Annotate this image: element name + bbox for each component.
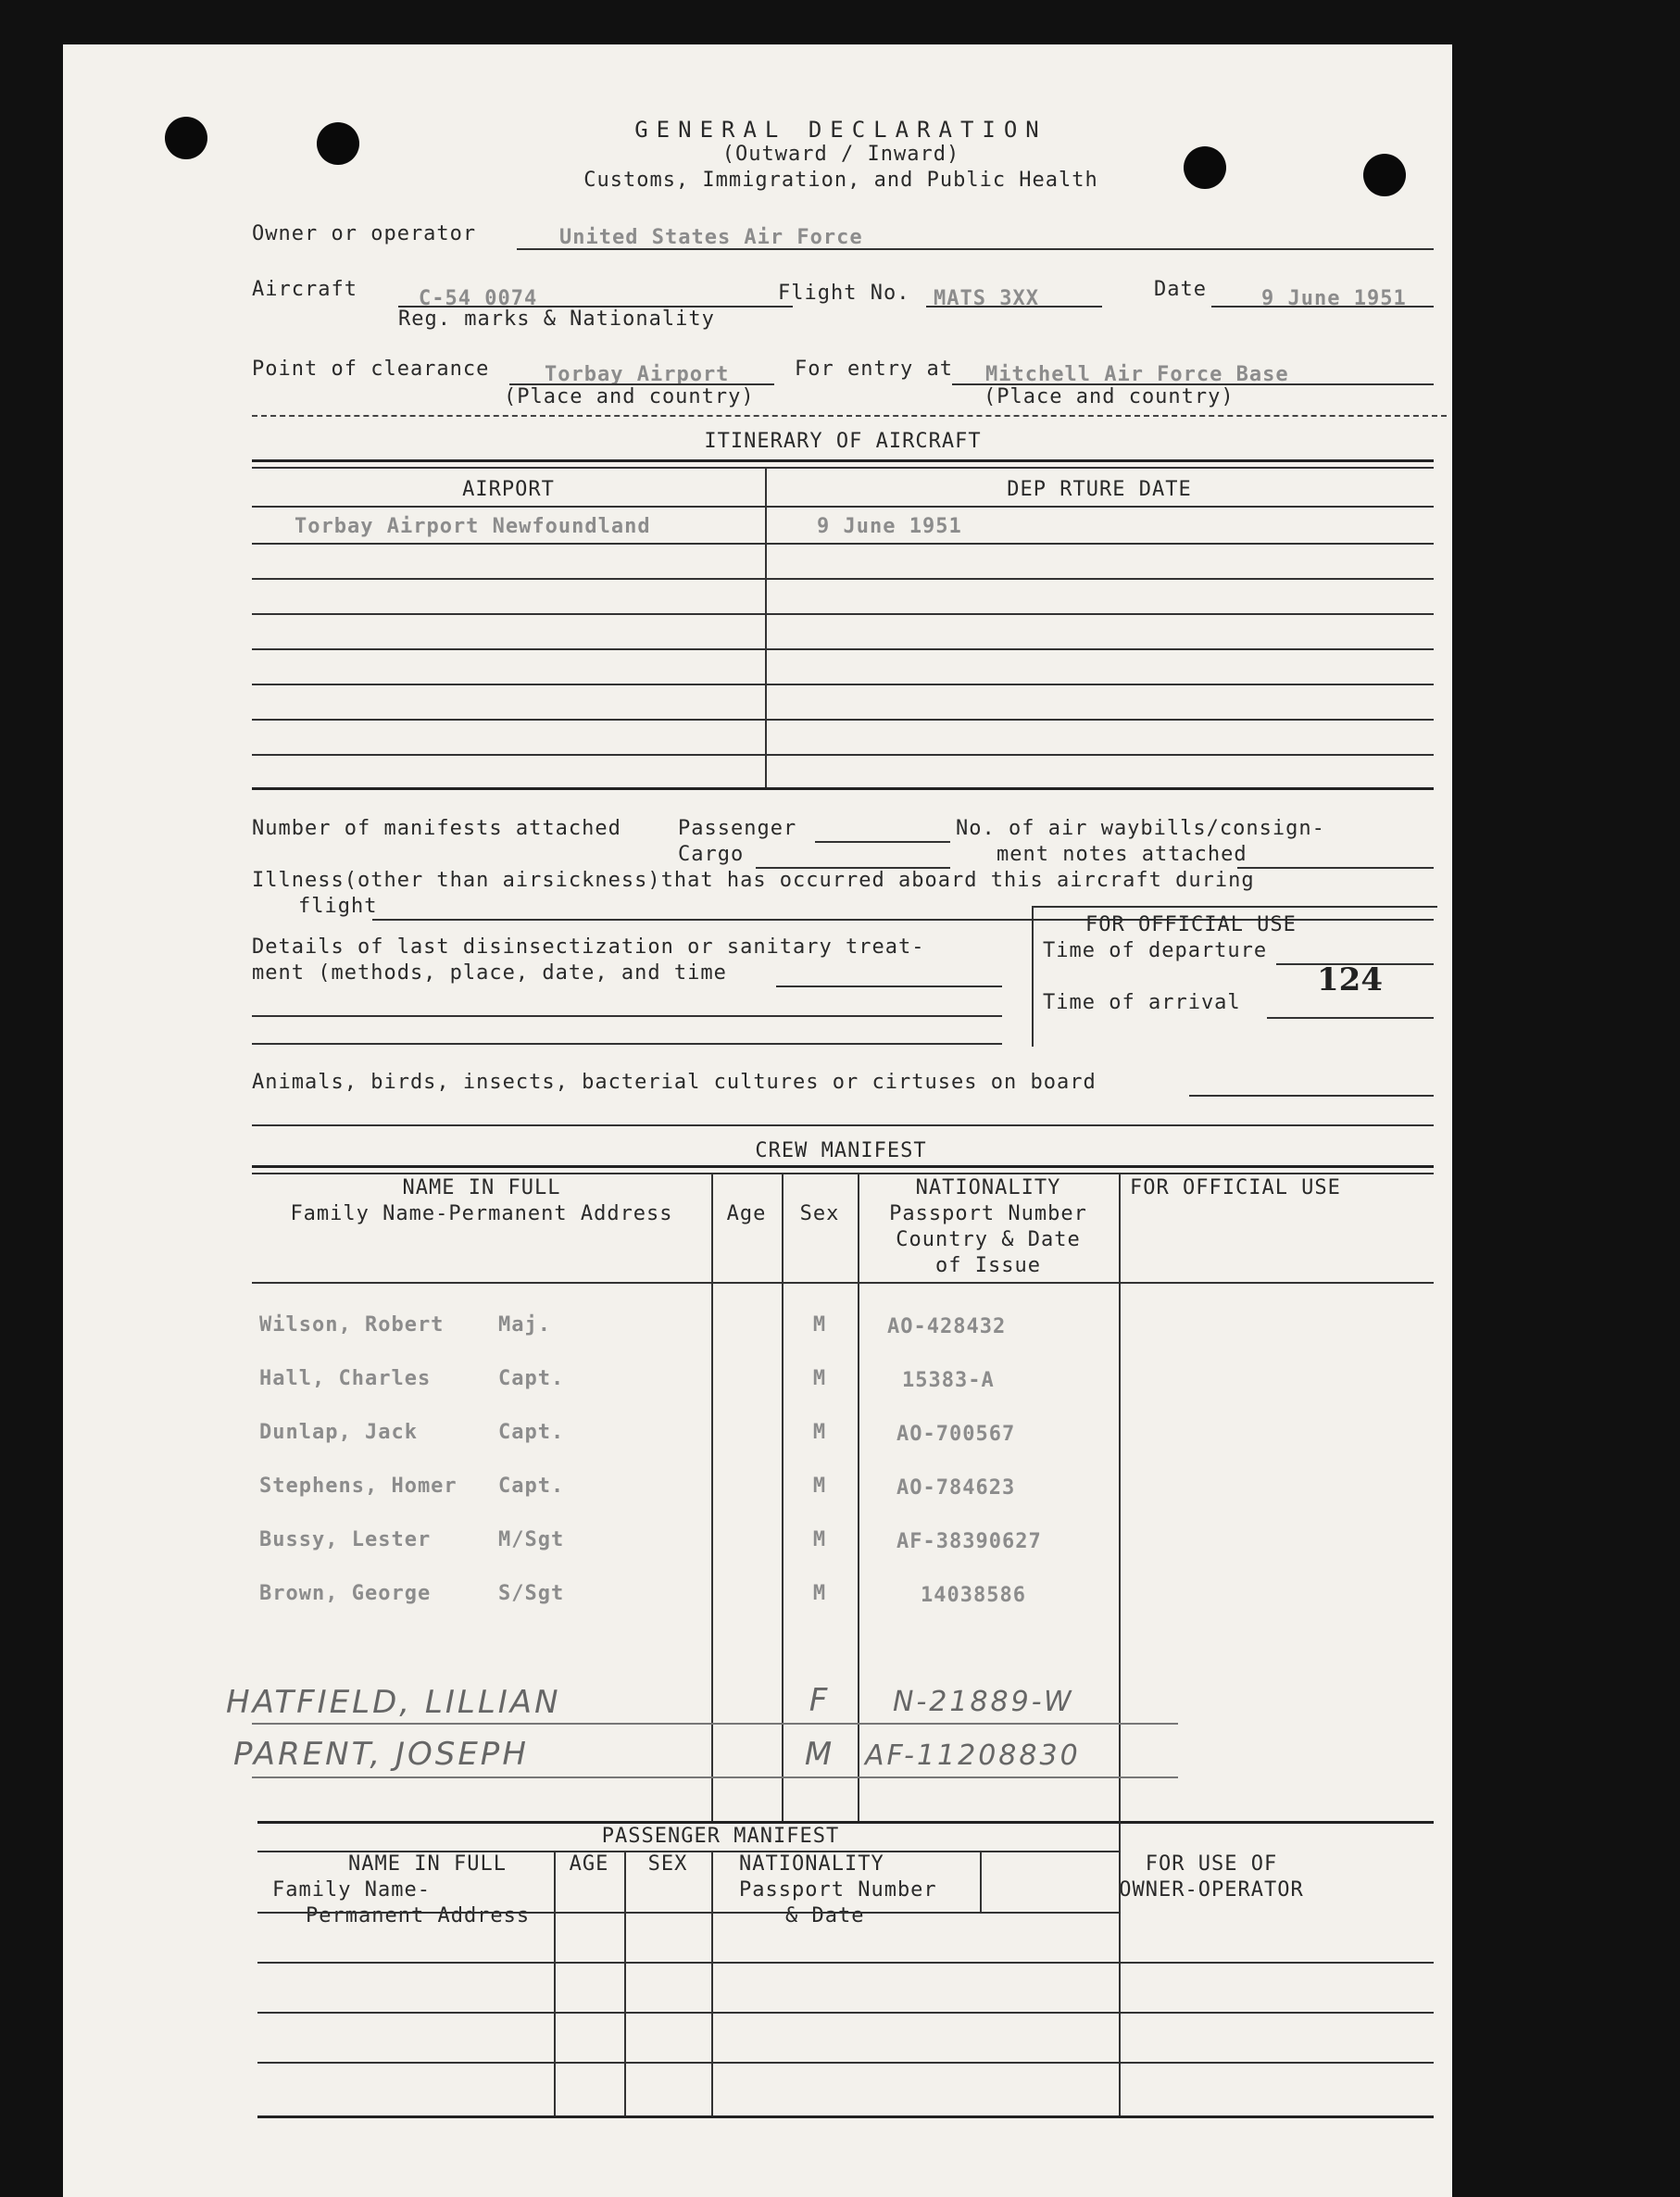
crew-manifest-title: CREW MANIFEST (755, 1139, 927, 1162)
crew-h-nationality-2: Passport Number (889, 1202, 1087, 1225)
arrival-line (1267, 1017, 1434, 1019)
animals-line-2 (252, 1124, 1434, 1126)
itinerary-top-rule-2 (252, 467, 1434, 469)
passenger-bottom-rule (257, 2115, 1434, 2118)
crew-hand-sex: F (809, 1682, 831, 1719)
date-value: 9 June 1951 (1261, 287, 1407, 310)
crew-row-passport: AF-38390627 (896, 1530, 1042, 1553)
passenger-row-line (257, 2062, 1434, 2064)
itinerary-top-rule (252, 459, 1434, 462)
flight-label: Flight No. (778, 282, 910, 305)
manifests-cargo: Cargo (678, 843, 745, 866)
manifests-label: Number of manifests attached (252, 817, 621, 840)
official-use-title: FOR OFFICIAL USE (1085, 913, 1297, 936)
itinerary-row-line (252, 613, 1434, 615)
crew-row-sex: M (812, 1367, 827, 1390)
crew-row-name: Dunlap, Jack (259, 1421, 418, 1444)
passenger-h-owner-2: OWNER-OPERATOR (1119, 1878, 1304, 1902)
itinerary-row-line (252, 754, 1434, 756)
crew-row-rank: Maj. (498, 1313, 551, 1337)
crew-top-rule (252, 1165, 1434, 1168)
itinerary-bottom-rule (252, 787, 1434, 790)
passenger-h-name-3: Permanent Address (306, 1904, 531, 1927)
passenger-h-nationality-3: & Date (785, 1904, 865, 1927)
itinerary-airport: Torbay Airport Newfoundland (295, 515, 651, 538)
itinerary-title: ITINERARY OF AIRCRAFT (704, 430, 982, 453)
disinsect-label-2: ment (methods, place, date, and time (252, 961, 727, 985)
crew-row-sex: M (812, 1421, 827, 1444)
crew-header-rule (252, 1282, 1434, 1284)
crew-row-name: Wilson, Robert (259, 1313, 445, 1337)
crew-hand-line (252, 1723, 1178, 1725)
passenger-col-divider (624, 1851, 626, 2117)
manifests-passenger: Passenger (678, 817, 797, 840)
document-subtitle: (Outward / Inward) (721, 143, 960, 166)
crew-h-name-1: NAME IN FULL (402, 1176, 561, 1199)
crew-top-rule-2 (252, 1173, 1434, 1174)
clearance-label: Point of clearance (252, 358, 490, 381)
passenger-line (815, 841, 950, 843)
disinsect-label-1: Details of last disinsectization or sanitary treat- (252, 935, 925, 959)
waybills-line (1237, 867, 1434, 869)
passenger-h-name-1: NAME IN FULL (348, 1852, 507, 1876)
crew-hand-name: PARENT, JOSEPH (233, 1736, 529, 1773)
itinerary-col-departure: DEP RTURE DATE (1007, 478, 1192, 501)
animals-label: Animals, birds, insects, bacterial cultures or cirtuses on board (252, 1071, 1097, 1094)
itinerary-row-line (252, 543, 1434, 545)
passenger-row-line (257, 2012, 1434, 2014)
entry-caption: (Place and country) (984, 385, 1235, 408)
crew-row-rank: Capt. (498, 1475, 565, 1498)
passenger-h-sex: SEX (647, 1852, 688, 1876)
aircraft-reg-caption: Reg. marks & Nationality (398, 308, 715, 331)
waybills-label-2: ment notes attached (997, 843, 1247, 866)
passenger-header-rule (257, 1912, 1119, 1914)
document-subtitle-2: Customs, Immigration, and Public Health (583, 169, 1098, 192)
official-arrival-label: Time of arrival (1043, 991, 1241, 1014)
itinerary-col-airport: AIRPORT (462, 478, 555, 501)
crew-row-name: Brown, George (259, 1582, 432, 1605)
crew-row-rank: Capt. (498, 1367, 565, 1390)
crew-h-official: FOR OFFICIAL USE (1130, 1176, 1341, 1199)
crew-hand-sex: M (804, 1736, 835, 1773)
passenger-col-divider (711, 1851, 713, 2117)
crew-hand-name: HATFIELD, LILLIAN (226, 1684, 561, 1721)
crew-row-name: Stephens, Homer (259, 1475, 458, 1498)
passenger-h-nationality-2: Passport Number (739, 1878, 937, 1902)
itinerary-row-line (252, 648, 1434, 650)
document-page (63, 44, 1452, 2197)
crew-row-passport: AO-784623 (896, 1476, 1016, 1500)
crew-row-rank: M/Sgt (498, 1528, 565, 1551)
owner-value: United States Air Force (559, 226, 863, 249)
date-line (1211, 306, 1434, 308)
crew-hand-passport: N-21889-W (893, 1686, 1074, 1718)
crew-row-passport: AO-700567 (896, 1423, 1016, 1446)
crew-h-name-2: Family Name-Permanent Address (290, 1202, 673, 1225)
crew-row-sex: M (812, 1582, 827, 1605)
disinsect-line (252, 1015, 1002, 1017)
official-departure-label: Time of departure (1043, 939, 1268, 962)
document-title: GENERAL DECLARATION (634, 117, 1047, 143)
crew-row-name: Bussy, Lester (259, 1528, 432, 1551)
passenger-h-nationality-1: NATIONALITY (739, 1852, 884, 1876)
crew-h-nationality-3: Country & Date (896, 1228, 1081, 1251)
clearance-caption: (Place and country) (504, 385, 755, 408)
disinsect-line (776, 986, 1002, 987)
punch-hole (165, 117, 207, 159)
crew-h-sex: Sex (799, 1202, 840, 1225)
entry-label: For entry at (795, 358, 953, 381)
disinsect-line (252, 1043, 1002, 1045)
clearance-value: Torbay Airport (545, 363, 730, 386)
crew-h-age: Age (726, 1202, 767, 1225)
crew-hand-passport: AF-11208830 (865, 1739, 1081, 1772)
crew-row-sex: M (812, 1528, 827, 1551)
crew-row-sex: M (812, 1313, 827, 1337)
flight-line (926, 306, 1102, 308)
itinerary-date: 9 June 1951 (817, 515, 962, 538)
punch-hole (1363, 154, 1406, 196)
entry-value: Mitchell Air Force Base (985, 363, 1289, 386)
aircraft-label: Aircraft (252, 278, 357, 301)
passenger-manifest-title: PASSENGER MANIFEST (601, 1825, 840, 1848)
date-label: Date (1154, 278, 1207, 301)
itinerary-row-line (252, 578, 1434, 580)
punch-hole (317, 122, 359, 165)
passenger-col-divider (554, 1851, 556, 2117)
passenger-col-divider (980, 1851, 982, 1912)
passenger-row-line (257, 1962, 1434, 1964)
crew-row-sex: M (812, 1475, 827, 1498)
itinerary-row-line (252, 684, 1434, 685)
official-stamp-number: 124 (1317, 961, 1383, 998)
itinerary-row-line (252, 719, 1434, 721)
passenger-h-age: AGE (569, 1852, 609, 1876)
flight-value: MATS 3XX (934, 287, 1039, 310)
illness-label-2: flight (298, 895, 378, 918)
passenger-top-rule (257, 1821, 1434, 1824)
dashed-separator (252, 415, 1447, 417)
crew-row-rank: S/Sgt (498, 1582, 565, 1605)
owner-label: Owner or operator (252, 222, 477, 245)
animals-line (1189, 1095, 1434, 1097)
aircraft-reg-value: C-54 0074 (419, 287, 538, 310)
crew-h-nationality-4: of Issue (935, 1254, 1041, 1277)
passenger-h-name-2: Family Name- (272, 1878, 431, 1902)
crew-row-rank: Capt. (498, 1421, 565, 1444)
crew-hand-line (252, 1776, 1178, 1778)
crew-row-passport: 15383-A (902, 1369, 995, 1392)
crew-h-nationality-1: NATIONALITY (915, 1176, 1061, 1199)
illness-label-1: Illness(other than airsickness)that has occurred aboard this aircraft during (252, 869, 1255, 892)
itinerary-header-rule (252, 506, 1434, 508)
itinerary-divider (765, 467, 767, 787)
crew-row-passport: AO-428432 (887, 1315, 1007, 1338)
owner-line (517, 248, 1434, 250)
crew-row-passport: 14038586 (921, 1584, 1026, 1607)
passenger-h-owner-1: FOR USE OF (1145, 1852, 1278, 1876)
crew-row-name: Hall, Charles (259, 1367, 432, 1390)
waybills-label-1: No. of air waybills/consign- (956, 817, 1325, 840)
